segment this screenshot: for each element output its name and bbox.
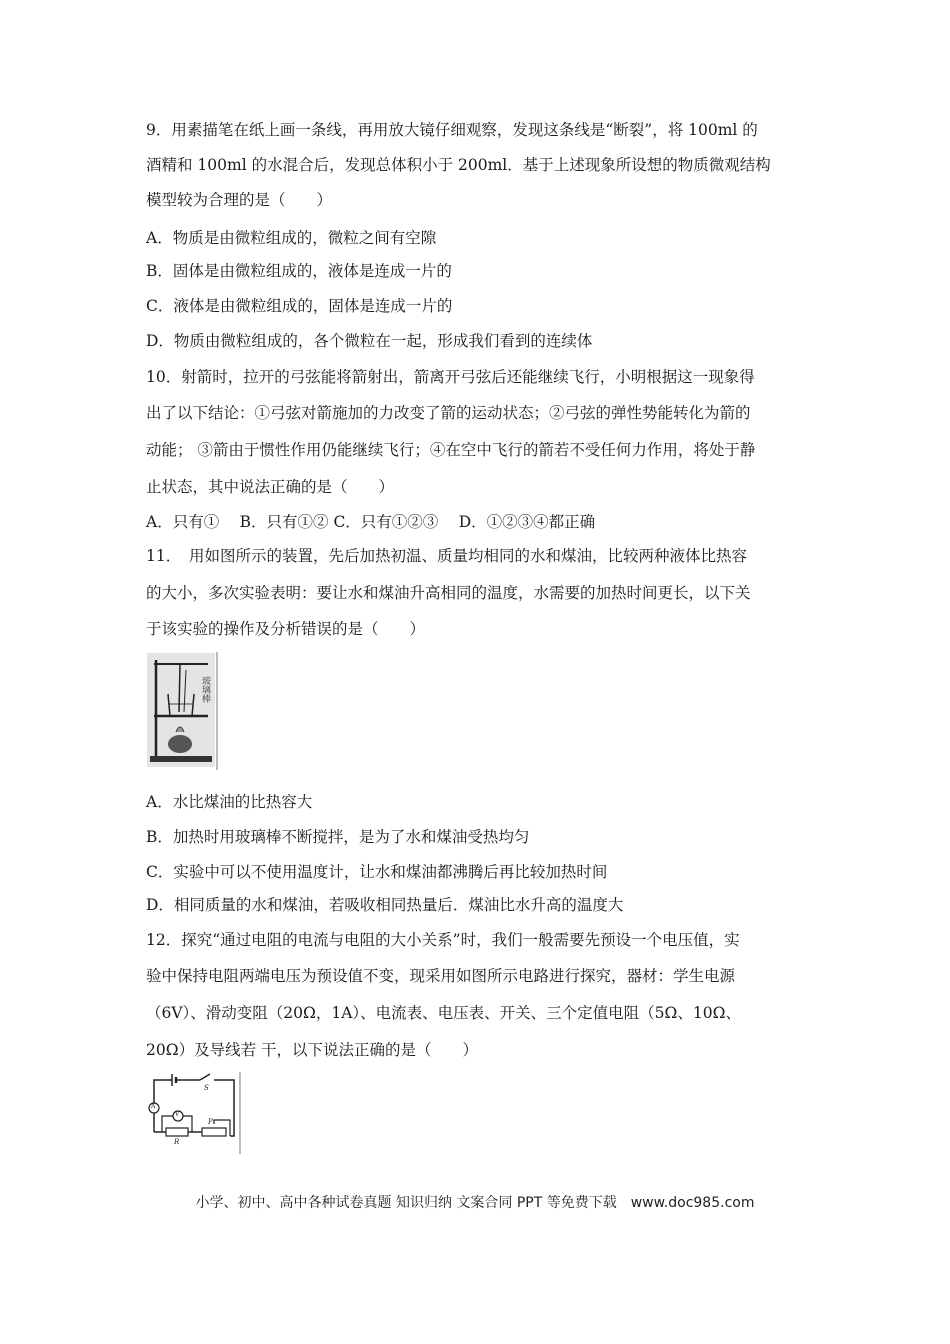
q10-stem-line-2: 出了以下结论：①弓弦对箭施加的力改变了箭的运动状态；②弓弦的弹性势能转化为箭的 <box>146 404 751 422</box>
q9-option-c: C．液体是由微粒组成的，固体是连成一片的 <box>146 297 453 315</box>
q11-stem-line-2: 的大小，多次实验表明：要让水和煤油升高相同的温度，水需要的加热时间更长，以下关 <box>146 584 751 602</box>
q11-stem-line-1: 11． 用如图所示的装置，先后加热初温、质量均相同的水和煤油，比较两种液体比热容 <box>146 547 747 565</box>
q12-stem-line-3: （6V）、滑动变阻（20Ω，1A）、电流表、电压表、开关、三个定值电阻（5Ω、10Ω、 <box>146 1004 741 1022</box>
q11-option-d: D．相同质量的水和煤油，若吸收相同热量后．煤油比水升高的温度大 <box>146 896 624 914</box>
heating-apparatus-figure <box>146 652 220 770</box>
q11-option-a: A．水比煤油的比热容大 <box>146 793 313 811</box>
circuit-diagram-figure <box>144 1072 244 1154</box>
q9-option-d: D．物质由微粒组成的，各个微粒在一起，形成我们看到的连续体 <box>146 332 593 350</box>
q12-stem-line-2: 验中保持电阻两端电压为预设值不变，现采用如图所示电路进行探究，器材：学生电源 <box>146 967 736 985</box>
voltmeter-symbol: V <box>175 1111 180 1118</box>
q11-option-b: B．加热时用玻璃棒不断搅拌，是为了水和煤油受热均匀 <box>146 828 530 846</box>
q9-stem-line-3: 模型较为合理的是（ ） <box>146 191 333 209</box>
q9-option-b: B．固体是由微粒组成的，液体是连成一片的 <box>146 262 452 280</box>
q9-option-a: A．物质是由微粒组成的，微粒之间有空隙 <box>146 229 437 247</box>
q10-stem-line-1: 10．射箭时，拉开的弓弦能将箭射出，箭离开弓弦后还能继续飞行，小明根据这一现象得 <box>146 368 755 386</box>
q11-stem-line-3: 于该实验的操作及分析错误的是（ ） <box>146 620 426 638</box>
q9-stem-line-2: 酒精和 100ml 的水混合后，发现总体积小于 200ml．基于上述现象所设想的物质微观结构 <box>146 156 771 174</box>
rheostat-label: P <box>208 1118 213 1126</box>
q12-stem-line-1: 12．探究“通过电阻的电流与电阻的大小关系”时，我们一般需要先预设一个电压值，实 <box>146 931 740 949</box>
q11-option-c: C．实验中可以不使用温度计，让水和煤油都沸腾后再比较加热时间 <box>146 863 608 881</box>
switch-label: S <box>204 1084 209 1092</box>
glass-rod-label: 玻璃棒 <box>200 676 210 703</box>
q10-stem-line-3: 动能； ③箭由于惯性作用仍能继续飞行；④在空中飞行的箭若不受任何力作用，将处于静 <box>146 441 756 459</box>
ammeter-symbol: A <box>151 1103 156 1110</box>
q9-stem-line-1: 9．用素描笔在纸上画一条线，再用放大镜仔细观察，发现这条线是“断裂”，将 100ml 的 <box>146 121 758 139</box>
q10-options: A．只有① B．只有①② C．只有①②③ D．①②③④都正确 <box>146 513 596 531</box>
q12-stem-line-4: 20Ω）及导线若 干，以下说法正确的是（ ） <box>146 1041 479 1059</box>
q10-stem-line-4: 止状态，其中说法正确的是（ ） <box>146 478 395 496</box>
footer-promo-text: 小学、初中、高中各种试卷真题 知识归纳 文案合同 PPT 等免费下载 www.doc985.com <box>195 1195 755 1211</box>
resistor-label: R <box>174 1138 180 1146</box>
